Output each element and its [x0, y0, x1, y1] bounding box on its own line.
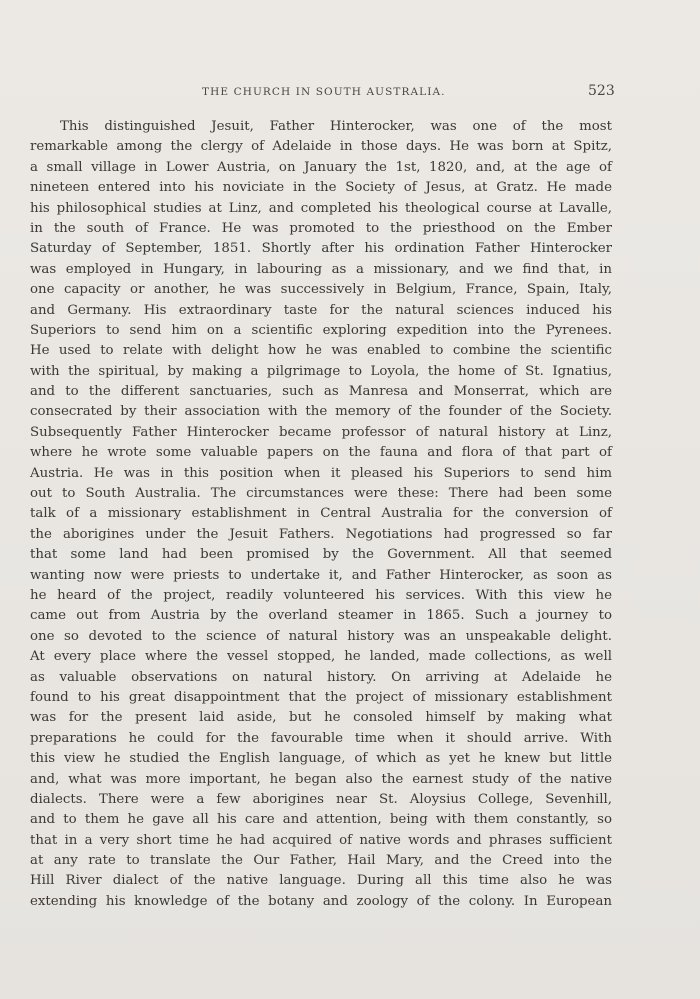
- text-line: this view he studied the English language, of which as yet he knew but little: [30, 751, 612, 767]
- text-line: was for the present laid aside, but he consoled himself by making what: [30, 710, 612, 726]
- text-line: one so devoted to the science of natural history was an unspeakable delight.: [30, 628, 612, 644]
- text-line: where he wrote some valuable papers on the fauna and flora of that part of: [30, 445, 612, 461]
- text-line: his philosophical studies at Linz, and completed his theological course at Lavalle,: [30, 200, 612, 216]
- text-line: Saturday of September, 1851. Shortly after his ordination Father Hinterocker: [30, 241, 612, 257]
- text-line: and to the different sanctuaries, such as Manresa and Monserrat, which are: [30, 384, 612, 400]
- text-line: dialects. There were a few aborigines near St. Aloysius College, Sevenhill,: [30, 791, 612, 807]
- text-line: found to his great disappointment that the project of missionary establishment: [30, 689, 612, 705]
- text-line: and to them he gave all his care and attention, being with them constantly, so: [30, 812, 612, 828]
- text-line: and, what was more important, he began also the earnest study of the native: [30, 771, 612, 787]
- text-line: preparations he could for the favourable time when it should arrive. With: [30, 730, 612, 746]
- text-line: Hill River dialect of the native language. During all this time also he was: [30, 873, 612, 889]
- text-line: and Germany. His extraordinary taste for the natural sciences induced his: [30, 302, 612, 318]
- text-line: with the spiritual, by making a pilgrimage to Loyola, the home of St. Ignatius,: [30, 363, 612, 379]
- running-title: THE CHURCH IN SOUTH AUSTRALIA.: [202, 86, 446, 98]
- text-line: as valuable observations on natural history. On arriving at Adelaide he: [30, 669, 612, 685]
- text-line: a small village in Lower Austria, on January the 1st, 1820, and, at the age of: [30, 159, 612, 175]
- running-head: [0, 83, 700, 102]
- text-line: one capacity or another, he was successively in Belgium, France, Spain, Italy,: [30, 282, 612, 298]
- text-line: Superiors to send him on a scientific exploring expedition into the Pyrenees.: [30, 322, 612, 338]
- text-line: He used to relate with delight how he was enabled to combine the scientific: [30, 343, 612, 359]
- text-line: was employed in Hungary, in labouring as a missionary, and we find that, in: [30, 261, 612, 277]
- text-line: consecrated by their association with the memory of the founder of the Society.: [30, 404, 612, 420]
- text-line: wanting now were priests to undertake it, and Father Hinterocker, as soon as: [30, 567, 612, 583]
- text-line: This distinguished Jesuit, Father Hinterocker, was one of the most: [60, 119, 612, 134]
- text-line: the aborigines under the Jesuit Fathers. Negotiations had progressed so far: [30, 526, 612, 542]
- text-line: he heard of the project, readily volunteered his services. With this view he: [30, 587, 612, 603]
- text-line: came out from Austria by the overland steamer in 1865. Such a journey to: [30, 608, 612, 624]
- text-line: at any rate to translate the Our Father, Hail Mary, and the Creed into the: [30, 853, 612, 869]
- text-line: remarkable among the clergy of Adelaide in those days. He was born at Spitz,: [30, 139, 612, 155]
- text-line: in the south of France. He was promoted to the priesthood on the Ember: [30, 220, 612, 236]
- text-line: nineteen entered into his noviciate in the Society of Jesus, at Gratz. He made: [30, 180, 612, 196]
- text-line: talk of a missionary establishment in Central Australia for the conversion of: [30, 506, 612, 522]
- text-line: At every place where the vessel stopped, he landed, made collections, as well: [30, 649, 612, 665]
- text-line: Austria. He was in this position when it pleased his Superiors to send him: [30, 465, 612, 481]
- text-line: out to South Australia. The circumstances were these: There had been some: [30, 486, 612, 502]
- text-line: that some land had been promised by the Government. All that seemed: [30, 547, 612, 563]
- text-line: that in a very short time he had acquired of native words and phrases sufficient: [30, 832, 612, 848]
- text-line: extending his knowledge of the botany and zoology of the colony. In European: [30, 893, 612, 909]
- page-number: 523: [588, 83, 615, 99]
- body-paragraph: [30, 117, 612, 912]
- text-line: Subsequently Father Hinterocker became professor of natural history at Linz,: [30, 424, 612, 440]
